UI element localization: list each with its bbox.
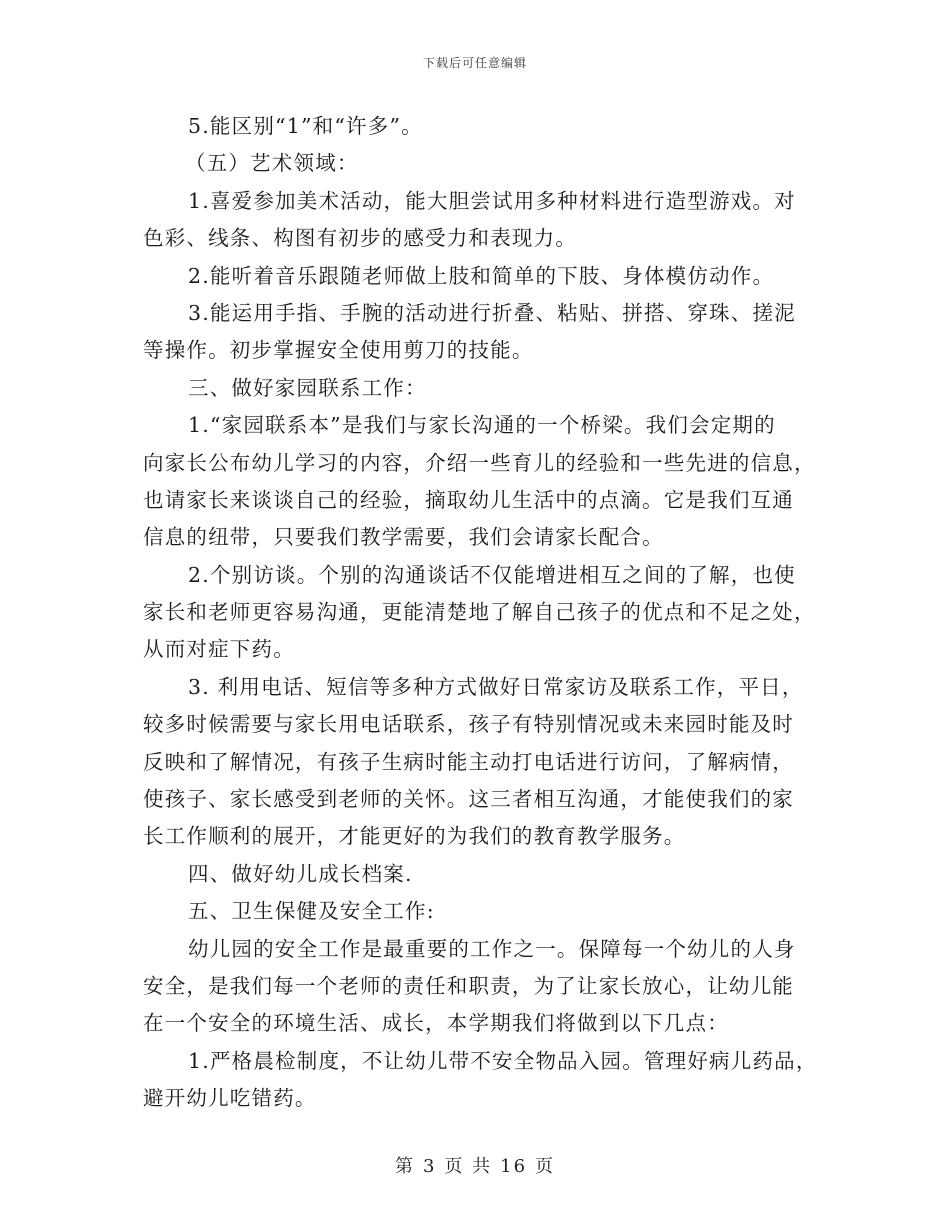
paragraph-line: 安全，是我们每一个老师的责任和职责，为了让家长放心，让幼儿能 bbox=[143, 973, 794, 998]
paragraph-line: 也请家长来谈谈自己的经验，摘取幼儿生活中的点滴。它是我们互通 bbox=[143, 487, 794, 512]
page-label-mid: 页 共 bbox=[444, 1156, 493, 1177]
page-label-prefix: 第 bbox=[394, 1156, 415, 1177]
paragraph-line: 幼儿园的安全工作是最重要的工作之一。保障每一个幼儿的人身 bbox=[188, 936, 796, 961]
paragraph-line: 避开幼儿吃错药。 bbox=[143, 1086, 317, 1111]
paragraph-line: 1.严格晨检制度，不让幼儿带不安全物品入园。管理好病儿药品， bbox=[188, 1048, 818, 1073]
paragraph-line: 1.“家园联系本”是我们与家长沟通的一个桥梁。我们会定期的 bbox=[188, 413, 776, 438]
section-heading: 五、卫生保健及安全工作: bbox=[188, 899, 435, 924]
section-heading: 四、做好幼儿成长档案. bbox=[188, 861, 413, 886]
paragraph-line: 2.个别访谈。个别的沟通谈话不仅能增进相互之间的了解，也使 bbox=[188, 562, 796, 587]
paragraph-line: 长工作顺利的展开，才能更好的为我们的教育教学服务。 bbox=[143, 824, 686, 849]
paragraph-line: 色彩、线条、构图有初步的感受力和表现力。 bbox=[143, 226, 577, 251]
paragraph-line: 家长和老师更容易沟通，更能清楚地了解自己孩子的优点和不足之处， bbox=[143, 600, 816, 625]
document-body bbox=[143, 108, 818, 1118]
header-note: 下载后可任意编辑 bbox=[422, 56, 527, 70]
page-number-footer bbox=[0, 1152, 950, 1178]
paragraph-line: 1.喜爱参加美术活动，能大胆尝试用多种材料进行造型游戏。对 bbox=[188, 188, 796, 213]
paragraph-line: 3.能运用手指、手腕的活动进行折叠、粘贴、拼搭、穿珠、搓泥 bbox=[188, 300, 796, 325]
paragraph-line: 等操作。初步掌握安全使用剪刀的技能。 bbox=[143, 338, 534, 363]
paragraph-line: 使孩子、家长感受到老师的关怀。这三者相互沟通，才能使我们的家 bbox=[143, 787, 794, 812]
paragraph-line: 向家长公布幼儿学习的内容，介绍一些育儿的经验和一些先进的信息， bbox=[143, 450, 816, 475]
paragraph-line: 反映和了解情况，有孩子生病时能主动打电话进行访问，了解病情， bbox=[143, 749, 794, 774]
paragraph-line: 从而对症下药。 bbox=[143, 637, 295, 662]
page-label-suffix: 页 bbox=[535, 1156, 556, 1177]
paragraph-line: 3. 利用电话、短信等多种方式做好日常家访及联系工作，平日， bbox=[188, 674, 804, 699]
paragraph-line: 较多时候需要与家长用电话联系，孩子有特别情况或未来园时能及时 bbox=[143, 712, 794, 737]
paragraph-line: 5.能区别“1”和“许多”。 bbox=[188, 114, 423, 138]
section-heading: （五）艺术领域： bbox=[185, 151, 359, 176]
paragraph-line: 在一个安全的环境生活、成长，本学期我们将做到以下几点： bbox=[143, 1011, 729, 1036]
section-heading: 三、做好家园联系工作： bbox=[188, 375, 427, 400]
paragraph-line: 2.能听着音乐跟随老师做上肢和简单的下肢、身体模仿动作。 bbox=[188, 263, 775, 288]
total-pages-number: 16 bbox=[500, 1156, 528, 1177]
current-page-number: 3 bbox=[422, 1156, 437, 1177]
paragraph-line: 信息的纽带，只要我们教学需要，我们会请家长配合。 bbox=[143, 525, 664, 550]
